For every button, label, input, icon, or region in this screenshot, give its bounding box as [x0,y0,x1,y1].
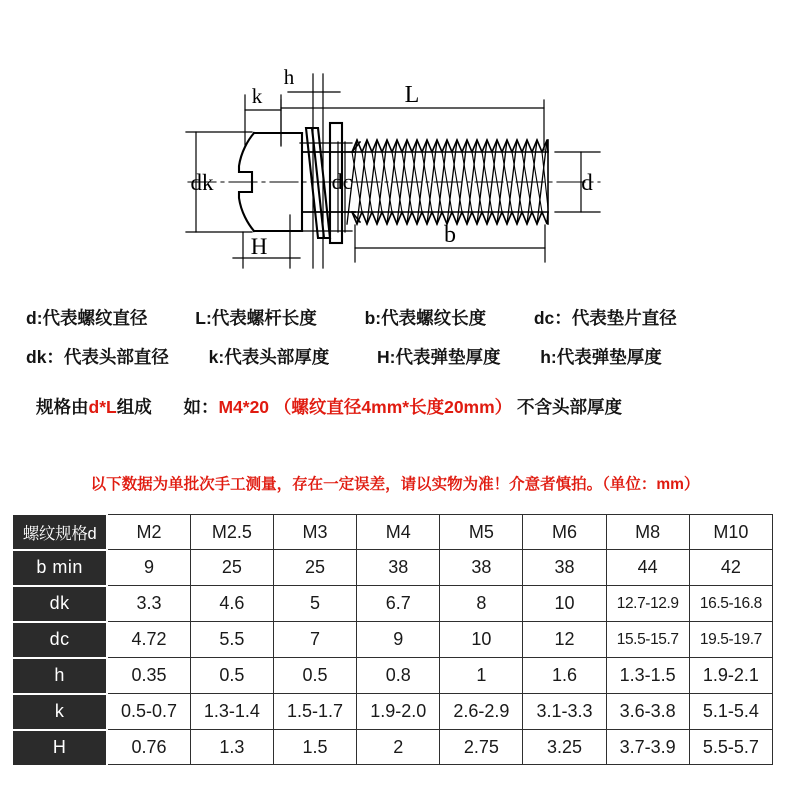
specification-table [13,514,773,765]
dimension-label-k: k [251,84,263,108]
row-label-H: H [13,730,107,765]
cell-h-M3: 0.5 [273,658,356,694]
cell-dk-M5: 8 [440,586,523,622]
row-label-dk: dk [13,586,107,622]
dimension-label-L: L [404,82,420,108]
cell-H-M2: 0.76 [107,730,190,765]
column-header-M6: M6 [523,515,606,550]
cell-h-M5: 1 [440,658,523,694]
cell-H-M10: 5.5-5.7 [689,730,772,765]
column-header-M10: M10 [689,515,772,550]
dimension-label-d: d [581,170,593,195]
cell-k-M2.5: 1.3-1.4 [190,694,273,730]
cell-k-M4: 1.9-2.0 [357,694,440,730]
cell-k-M3: 1.5-1.7 [273,694,356,730]
spec-format-example-explain: （螺纹直径4mm*长度20mm） [273,397,513,417]
cell-b-min-M2.5: 25 [190,550,273,586]
cell-dk-M6: 10 [523,586,606,622]
cell-dc-M4: 9 [357,622,440,658]
spec-format-example-code: M4*20 [218,397,270,417]
dimension-label-dc: dc [331,169,353,194]
spec-format-suffix: 组成 [116,397,152,417]
measurement-notice-text: 以下数据为单批次手工测量，存在一定误差，请以实物为准！介意者慎拍。（单位：mm） [90,476,700,493]
cell-k-M6: 3.1-3.3 [523,694,606,730]
legend-dk-description: dk：代表头部直径 [26,347,169,367]
cell-H-M3: 1.5 [273,730,356,765]
cell-dk-M8: 12.7-12.9 [606,586,689,622]
cell-h-M6: 1.6 [523,658,606,694]
legend-h-description: h:代表弹垫厚度 [540,347,662,367]
cell-b-min-M6: 38 [523,550,606,586]
legend-L-description: L:代表螺杆长度 [195,308,317,328]
table-header-label: 螺纹规格d [13,515,107,550]
cell-b-min-M5: 38 [440,550,523,586]
technical-drawing [0,0,790,290]
table-row [13,622,773,658]
cell-H-M4: 2 [357,730,440,765]
column-header-M8: M8 [606,515,689,550]
cell-b-min-M8: 44 [606,550,689,586]
legend-d-description: d:代表螺纹直径 [26,308,148,328]
column-header-M5: M5 [440,515,523,550]
cell-b-min-M10: 42 [689,550,772,586]
cell-dk-M10: 16.5-16.8 [689,586,772,622]
cell-b-min-M2: 9 [107,550,190,586]
row-label-k: k [13,694,107,730]
column-header-M2: M2 [107,515,190,550]
row-label-h: h [13,658,107,694]
legend-k-description: k:代表头部厚度 [208,347,330,367]
legend-dc-description: dc：代表垫片直径 [533,308,677,328]
dimension-label-H: H [250,234,268,259]
column-header-M4: M4 [357,515,440,550]
spec-format-line [36,399,622,417]
cell-dc-M8: 15.5-15.7 [606,622,689,658]
spec-table-wrapper [13,514,773,765]
screw-diagram-svg [0,0,790,290]
table-row [13,550,773,586]
cell-h-M8: 1.3-1.5 [606,658,689,694]
spec-format-example-label: 如： [183,397,219,417]
cell-dc-M5: 10 [440,622,523,658]
cell-dk-M4: 6.7 [357,586,440,622]
legend-line-1 [26,310,677,328]
cell-H-M6: 3.25 [523,730,606,765]
cell-dc-M2.5: 5.5 [190,622,273,658]
cell-h-M10: 1.9-2.1 [689,658,772,694]
cell-H-M2.5: 1.3 [190,730,273,765]
cell-H-M8: 3.7-3.9 [606,730,689,765]
cell-k-M10: 5.1-5.4 [689,694,772,730]
cell-dk-M2: 3.3 [107,586,190,622]
cell-b-min-M3: 25 [273,550,356,586]
dimension-label-h: h [283,65,295,89]
table-row [13,658,773,694]
cell-h-M2.5: 0.5 [190,658,273,694]
cell-dk-M3: 5 [273,586,356,622]
column-header-M2.5: M2.5 [190,515,273,550]
legend-line-2 [26,349,662,367]
spec-format-prefix: 规格由 [36,397,89,417]
spec-format-dl: d*L [88,397,117,417]
cell-dc-M6: 12 [523,622,606,658]
row-label-b-min: b min [13,550,107,586]
legend-b-description: b:代表螺纹长度 [364,308,487,328]
cell-dc-M3: 7 [273,622,356,658]
row-label-dc: dc [13,622,107,658]
dimension-label-dk: dk [190,170,214,195]
table-row [13,586,773,622]
cell-k-M2: 0.5-0.7 [107,694,190,730]
column-header-M3: M3 [273,515,356,550]
spec-format-note: 不含头部厚度 [517,397,623,417]
table-row [13,694,773,730]
cell-k-M8: 3.6-3.8 [606,694,689,730]
table-row [13,730,773,765]
cell-k-M5: 2.6-2.9 [440,694,523,730]
cell-b-min-M4: 38 [357,550,440,586]
dimension-label-b: b [444,222,456,248]
cell-h-M4: 0.8 [357,658,440,694]
cell-dc-M2: 4.72 [107,622,190,658]
cell-dk-M2.5: 4.6 [190,586,273,622]
cell-h-M2: 0.35 [107,658,190,694]
table-header-row [13,515,773,550]
cell-dc-M10: 19.5-19.7 [689,622,772,658]
measurement-notice [0,472,790,494]
cell-H-M5: 2.75 [440,730,523,765]
legend-H-description: H:代表弹垫厚度 [376,347,501,367]
